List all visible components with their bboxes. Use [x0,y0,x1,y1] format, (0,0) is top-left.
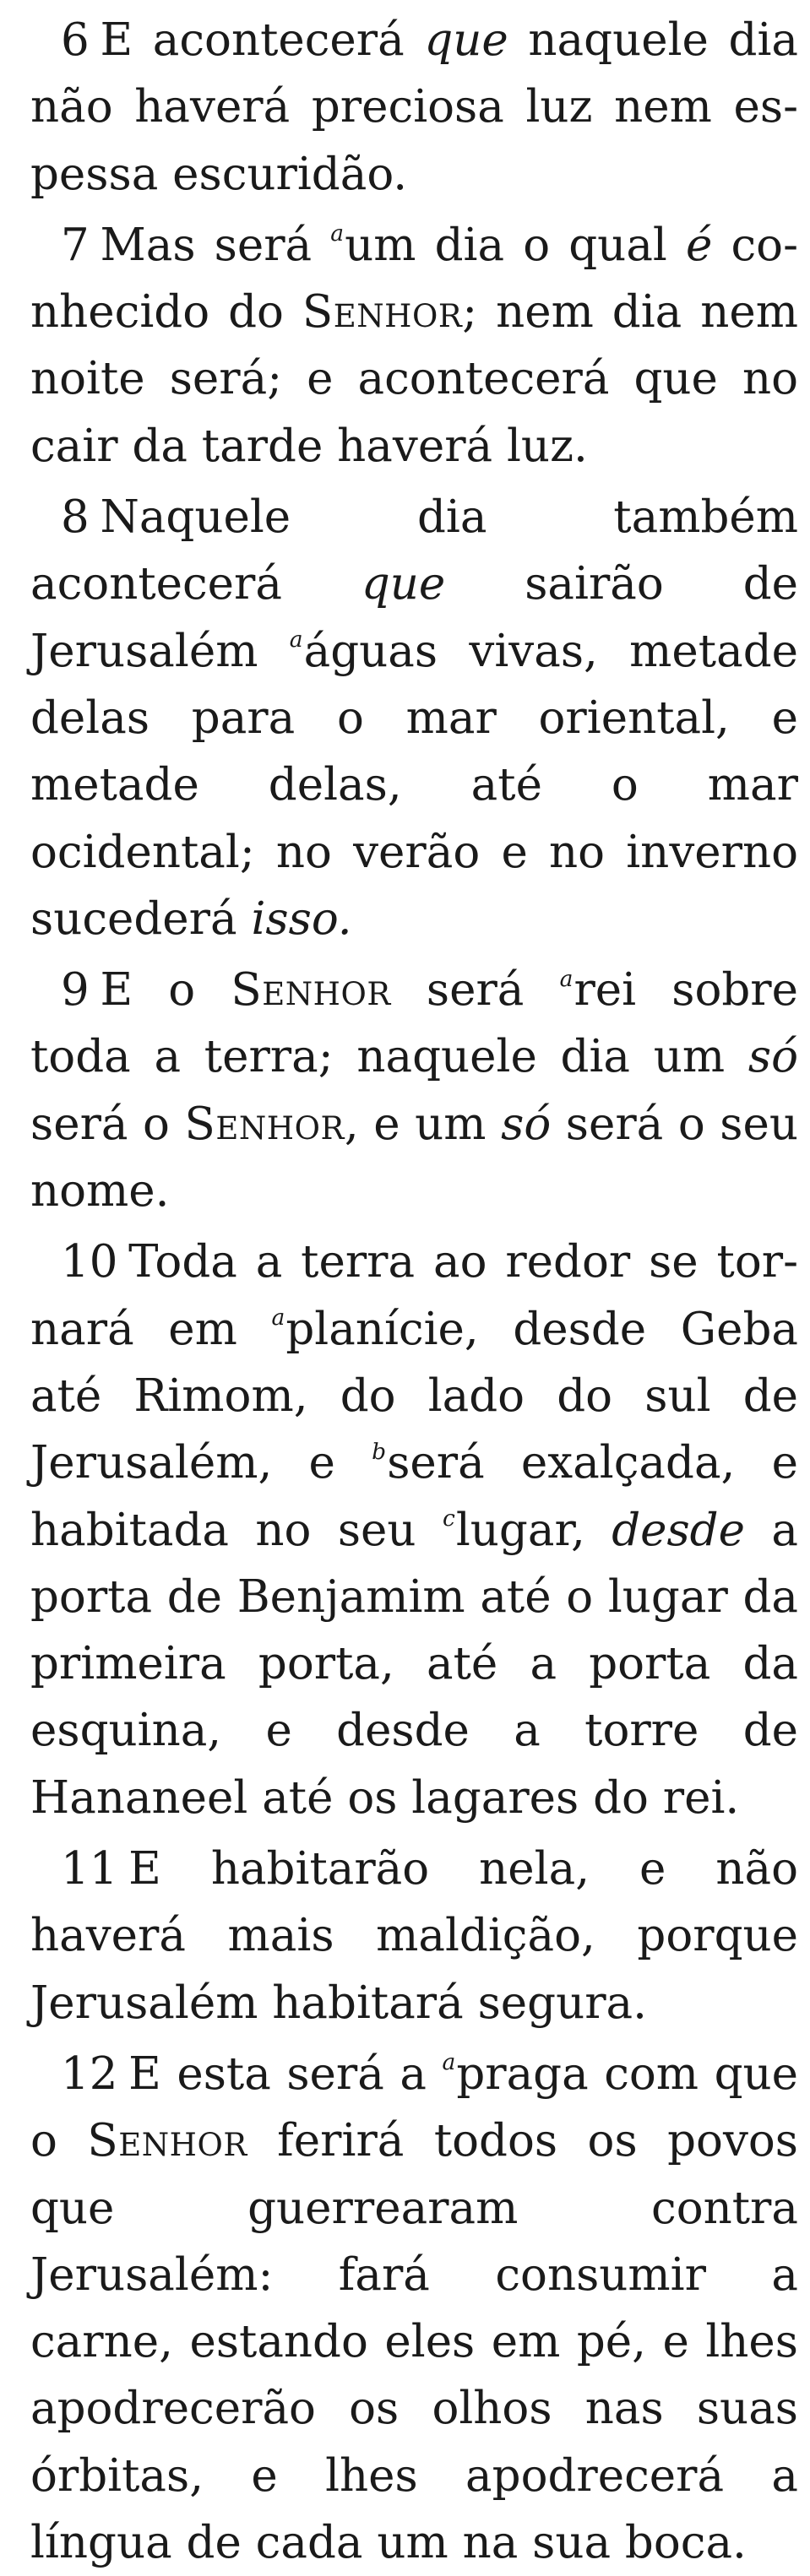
divine-name: Senhor [231,964,391,1017]
verse-7 [30,212,798,480]
verse-8 [30,484,798,952]
verse-text: será exalçada, e habitada no seu [30,1437,799,1556]
verse-text: ferirá todos os povos que guerrearam contra Jerusalém: fará consumir a carne, estando eles em pé, e lhes apodrecerão os olhos nas suas órbitas, e lhes apodrecerá a língua de cada um na sua boca. [30,2115,798,2568]
verse-text: E esta será a [128,2047,443,2100]
italic-text: é [685,219,713,271]
italic-text: isso. [251,892,352,945]
verse-text: será [390,964,560,1017]
verse-text: sairão de Jerusalém [30,558,798,677]
divine-name: Senhor [87,2115,247,2167]
verse-text: Mas será [100,219,331,271]
footnote-marker: a [289,626,303,653]
divine-name: Senhor [302,286,463,339]
verse-text: rei sobre toda a terra; naquele dia um [30,964,798,1083]
italic-text: desde [612,1504,745,1556]
italic-text: que [424,14,508,66]
verse-text: E habitarão nela, e não haverá mais maldição, porque Jerusalém habitará segura. [30,1843,798,2029]
footnote-marker: a [442,2049,456,2076]
verse-number: 8 [61,491,90,544]
verse-text: será o seu nome. [30,1098,798,1217]
verse-10 [30,1228,798,1831]
italic-text: só [501,1098,552,1150]
verse-text: Toda a terra ao redor se tornará em [30,1236,798,1355]
footnote-marker: a [271,1304,285,1331]
verse-text: águas vivas, metade delas para o mar oriental, e metade delas, até o mar ocidental; no verão e no inverno sucederá [30,625,798,945]
verse-11 [30,1836,798,2036]
verse-text: praga com que o [30,2047,798,2167]
footnote-marker: a [559,965,574,992]
verse-text: um dia o qual [345,219,686,271]
verse-text: a porta de Benjamim até o lugar da primeira porta, até a porta da esquina, e desde a torre de Hananeel até os lagares do rei. [30,1504,798,1824]
verse-number: 9 [61,964,90,1017]
verse-text: ; nem dia nem noite será; e acontecerá que no cair da tarde haverá luz. [30,286,798,472]
verse-text: E acontecerá [100,14,425,66]
verse-9 [30,957,798,1224]
footnote-marker: a [330,220,345,247]
verse-6 [30,7,798,208]
verse-text: E o [100,964,231,1017]
verse-12 [30,2041,798,2576]
italic-text: que [361,558,446,610]
footnote-marker: c [442,1505,455,1532]
verse-text: será o [30,1098,185,1150]
verse-text: , e um [344,1098,502,1150]
italic-text: só [747,1031,798,1083]
verse-number: 12 [61,2047,118,2100]
divine-name: Senhor [184,1098,345,1150]
verse-text: lugar, [455,1504,612,1556]
verse-number: 7 [61,219,90,271]
verse-number: 10 [61,1236,118,1288]
verse-text: naquele dia não haverá preciosa luz nem espessa escuridão. [30,14,798,200]
verse-list [30,7,798,2576]
verse-number: 6 [61,14,90,66]
verse-text: conhecido do [30,219,798,339]
verse-text: Naquele dia também acontecerá [30,491,798,610]
verse-text: planície, desde Geba até Rimom, do lado do sul de Jerusalém, e [30,1303,798,1489]
verse-number: 11 [61,1843,118,1895]
footnote-marker: b [372,1438,387,1465]
